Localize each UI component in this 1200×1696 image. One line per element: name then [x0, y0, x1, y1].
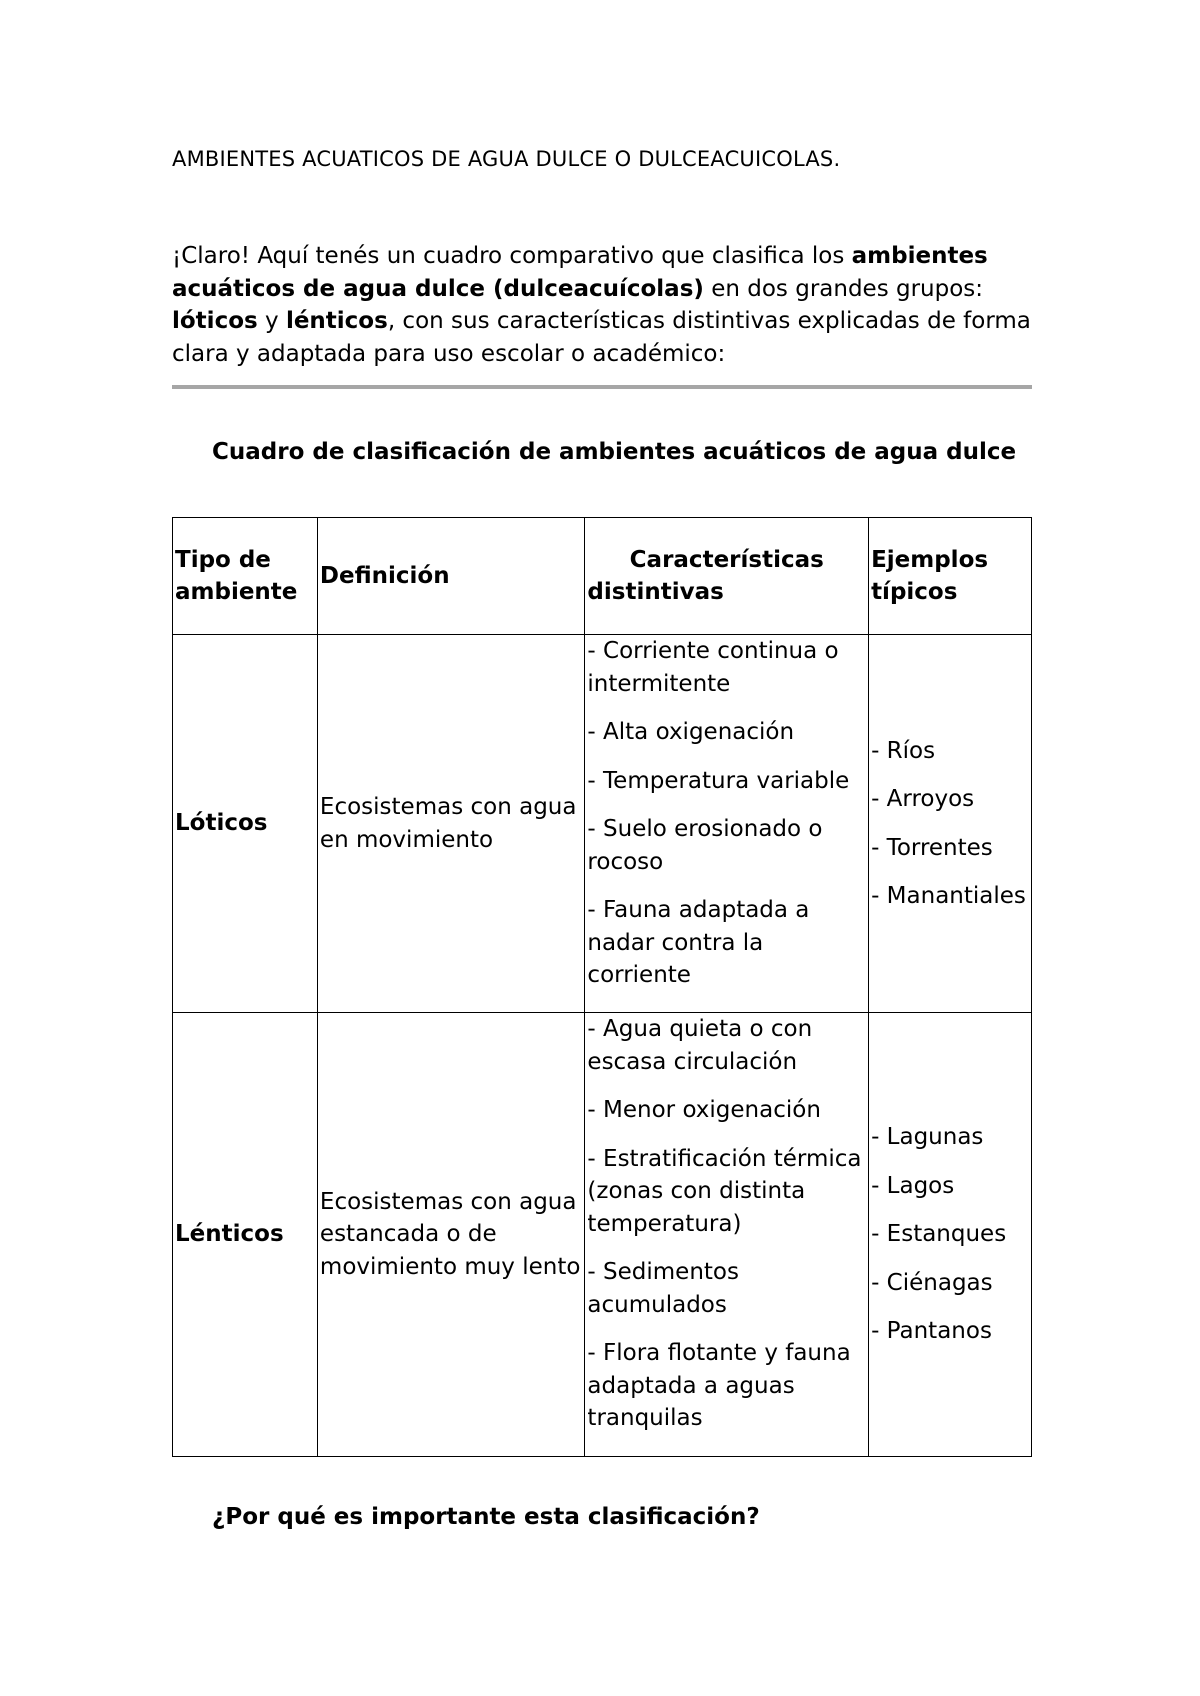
cell-definicion-loticos: Ecosistemas con agua en movimiento [317, 635, 585, 1013]
document-title: AMBIENTES ACUATICOS DE AGUA DULCE O DULCEACUICOLAS. [172, 147, 841, 171]
cell-ejemplos-loticos [869, 635, 1032, 1013]
list-item: - Fauna adaptada a nadar contra la corriente [587, 897, 810, 988]
intro-text-3: y [257, 308, 286, 334]
list-item: - Torrentes [871, 834, 993, 861]
cell-definicion-lenticos: Ecosistemas con agua estancada o de movimiento muy lento [317, 1013, 585, 1457]
intro-bold-1: ambientes acuáticos de agua dulce (dulceacuícolas) [172, 243, 988, 302]
list-item: - Suelo erosionado o rocoso [587, 816, 823, 875]
header-caracteristicas [585, 518, 869, 635]
header-definicion: Definición [317, 518, 585, 635]
list-item: - Menor oxigenación [587, 1097, 821, 1123]
classification-table [172, 517, 1032, 1457]
list-item: - Corriente continua o intermitente [587, 638, 839, 697]
intro-text-2: en dos grandes grupos: [703, 275, 984, 302]
list-item: - Ciénagas [871, 1269, 993, 1296]
list-item: - Pantanos [871, 1318, 992, 1345]
characteristics-list [587, 635, 866, 992]
question-heading: ¿Por qué es importante esta clasificación? [212, 1504, 760, 1530]
list-item: - Sedimentos acumulados [587, 1259, 739, 1318]
intro-text-4: , con sus características distintivas explicadas de forma clara y adaptada para uso escolar o académico: [172, 308, 1031, 367]
list-item: - Ríos [871, 737, 936, 764]
horizontal-rule [172, 385, 1032, 389]
table-header-row [173, 518, 1032, 635]
list-item: - Lagos [871, 1172, 955, 1199]
cell-ejemplos-lenticos [869, 1013, 1032, 1457]
examples-list [871, 735, 1029, 913]
list-item: - Agua quieta o con escasa circulación [587, 1016, 813, 1075]
list-item: - Alta oxigenación [587, 719, 795, 745]
list-item: - Estratificación térmica (zonas con distinta temperatura) [587, 1145, 862, 1237]
intro-paragraph [172, 240, 1042, 370]
header-ejemplos: Ejemplos típicos [869, 518, 1032, 635]
table-row [173, 635, 1032, 1013]
examples-list [871, 1121, 1029, 1348]
table-row [173, 1013, 1032, 1457]
intro-bold-lentic: lénticos [285, 308, 388, 334]
header-caracteristicas-line2: distintivas [587, 579, 724, 605]
header-caracteristicas-line1: Características [629, 546, 824, 573]
list-item: - Manantiales [871, 883, 1026, 909]
intro-bold-lotic: lóticos [172, 308, 258, 334]
list-item: - Temperatura variable [587, 767, 850, 794]
list-item: - Flora flotante y fauna adaptada a aguas tranquilas [587, 1340, 851, 1431]
cell-tipo-lenticos: Lénticos [173, 1013, 318, 1457]
cell-tipo-loticos: Lóticos [173, 635, 318, 1013]
list-item: - Arroyos [871, 786, 975, 812]
list-item: - Estanques [871, 1221, 1007, 1248]
cell-caracteristicas-lenticos [585, 1013, 869, 1457]
table-title: Cuadro de clasificación de ambientes acuáticos de agua dulce [212, 439, 1017, 465]
header-tipo: Tipo de ambiente [173, 518, 318, 635]
list-item: - Lagunas [871, 1124, 984, 1151]
cell-caracteristicas-loticos [585, 635, 869, 1013]
intro-text-1: ¡Claro! Aquí tenés un cuadro comparativo que clasifica los [172, 243, 852, 269]
characteristics-list [587, 1013, 866, 1435]
